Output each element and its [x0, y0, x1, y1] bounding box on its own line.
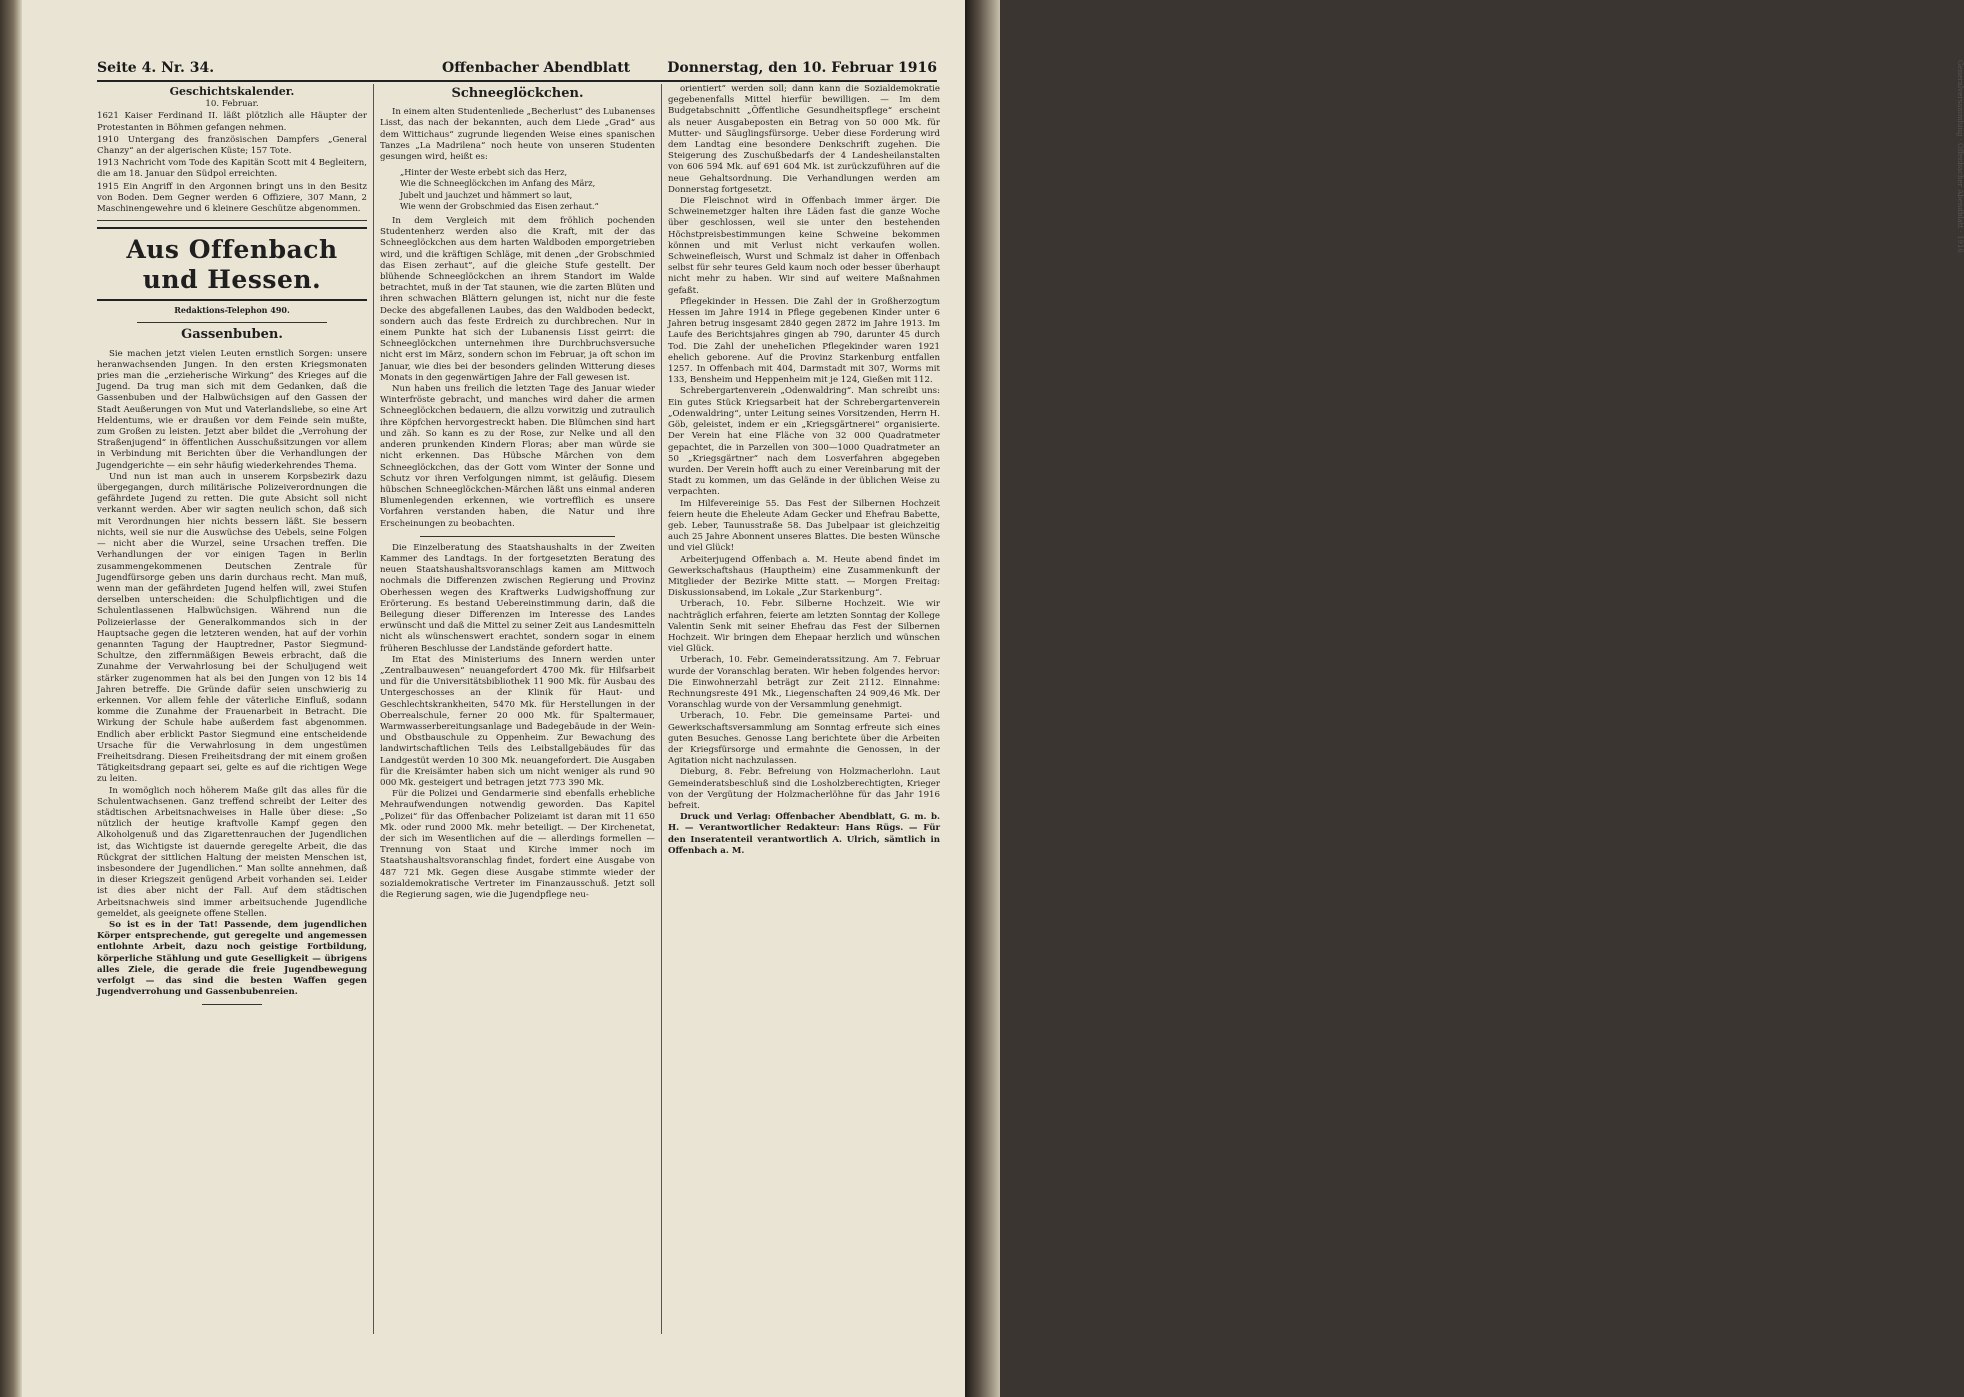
newspaper-page	[0, 0, 965, 1397]
article-paragraph: Und nun ist man auch in unserem Korpsbezirk dazu übergegangen, durch militärische Polizeiverordnungen die gefährdete Jugend zu retten. Die gute Absicht soll nicht verkannt werden. Aber wir sagten neulich schon, daß sich mit Verordnungen hier nichts bessern läßt. Sie bessern nichts, weil sie nur die Auswüchse des Uebels, seine Folgen — nicht aber die Wurzel, seine Ursachen treffen. Die Verhandlungen der vor einigen Tagen in Berlin zusammengekommenen Deutschen Zentrale für Jugendfürsorge geben uns darin durchaus recht. Man muß, wenn man der gefährdeten Jugend helfen will, zwei Stufen derselben unterscheiden: die Schulpflichtigen und die Schulentlassenen Halbwüchsigen. Während nun die Polizeierlasse der Generalkommandos sich in der Hauptsache gegen die letzteren wenden, hat auf der vorhin genannten Tagung der Hauptredner, Pastor Siegmund-Schultze, den ziffernmäßigen Beweis erbracht, daß die Zunahme der Verwahrlosung bei der Schuljugend weit stärker zugenommen hat als bei den Jungen von 12 bis 14 Jahren betreffe. Die Gründe dafür seien unschwierig zu erkennen. Vor allem fehle der väterliche Einfluß, sodann komme die Zunahme der Frauenarbeit in Betracht. Die Wirkung der Schule habe außerdem fast abgenommen. Endlich aber erblickt Pastor Siegmund eine entscheidende Ursache für die Verwahrlosung in dem ungestümen Freiheitsdrang. Diesen Freiheitsdrang der mit einem großen Tätigkeitsdrang gepaart sei, gelte es auf die richtigen Wege zu leiten.	[97, 471, 367, 785]
section-rule	[97, 299, 367, 301]
poem	[380, 167, 655, 212]
imprint: Druck und Verlag: Offenbacher Abendblatt, G. m. b. H. — Verantwortlicher Redakteur: Hans Rügs. — Für den Inseratenteil verantwortlich A. Ulrich, sämtlich in Offenbach a. M.	[668, 812, 940, 856]
page-number: Seite 4. Nr. 34.	[97, 60, 215, 76]
poem-line: Jubelt und jauchzet und hämmert so laut,	[400, 189, 573, 200]
article-paragraph: Nun haben uns freilich die letzten Tage des Januar wieder Winterfröste gebracht, und manches wird daher die armen Schneeglöckchen bedauern, die allzu vorwitzig und zutraulich ihre Köpfchen hervorgestreckt haben. Die Blümchen sind hart und zäh. So kann es zu der Rose, zur Nelke und all den anderen prunkenden Kindern Floras; aber man würde sie nicht erkennen. Das Hübsche Märchen von dem Schneeglöckchen, das der Gott vom Winter der Sonne und Schutz vor ihren Verfolgungen nimmt, ist geläufig. Diesem hübschen Schneeglöckchen-Märchen läßt uns einmal anderen Blumenlegenden erkennen, wie vortrefflich es unsere Vorfahren verstanden haben, die Natur und ihre Erscheinungen zu beobachten.	[380, 384, 655, 529]
article-paragraph: orientiert“ werden soll; dann kann die Sozialdemokratie gegebenenfalls Mittel hierfür bewilligen. — Im dem Budgetabschnitt „Öffentliche Gesundheitspflege“ erscheint als neuer Ausgabeposten ein Betrag von 50 000 Mk. für Mutter- und Säuglingsfürsorge. Ueber diese Forderung wird dem Landtag eine besondere Denkschrift zugehen. Die Steigerung des Zuschußbedarfs der 4 Landesheilanstalten von 606 594 Mk. auf 691 604 Mk. ist zurückzuführen auf die neue Gehaltsordnung. Die Verhandlungen werden am Donnerstag fortgesetzt.	[668, 84, 940, 195]
article-paragraph: Urberach, 10. Febr. Gemeinderatssitzung. Am 7. Februar wurde der Voranschlag beraten. Wir heben folgendes hervor: Die Einwohnerzahl beträgt zur Zeit 2112. Einnahme: Rechnungsreste 491 Mk., Liegenschaften 24 909,46 Mk. Der Voranschlag wurde von der Versammlung genehmigt.	[668, 655, 940, 711]
article-intro: In einem alten Studentenliede „Becherlust“ des Lubanenses Lisst, das nach der bekannten, auch dem Liede „Grad“ aus dem Wittichaus“ zugrunde liegenden Weise eines spanischen Tanzes „La Madrilena“ noch heute von unseren Studenten gesungen wird, heißt es:	[380, 107, 655, 163]
article-paragraph: Die Fleischnot wird in Offenbach immer ärger. Die Schweinemetzger halten ihre Läden fast die ganze Woche über geschlossen, weil sie unter den bestehenden Höchstpreisbestimmungen keine Schweine bekommen können und mit Verlust nicht verkaufen wollen. Schweinefleisch, Wurst und Schmalz ist daher in Offenbach selbst für sehr teures Geld kaum noch oder besser überhaupt nicht mehr zu haben. Wir sind auf weitere Maßnahmen gefaßt.	[668, 196, 940, 296]
article-paragraph: So ist es in der Tat! Passende, dem jugendlichen Körper entsprechende, gut geregelte und angemessen entlohnte Arbeit, dazu noch geistige Fortbildung, körperliche Stählung und gute Geselligkeit — übrigens alles Ziele, die gerade die freie Jugendbewegung verfolgt — das sind die besten Waffen gegen Jugendverrohung und Gassenbubenreien.	[97, 920, 367, 998]
article-paragraph: In dem Vergleich mit dem fröhlich pochenden Studentenherz werden also die Kraft, mit der das Schneeglöckchen aus dem harten Waldboden emporgetrieben wird, und die kräftigen Schläge, mit denen „der Grobschmied das Eisen zerhaut“, auf die gleiche Stufe gestellt. Der blühende Schneeglöckchen an ihrem Standort im Walde betrachtet, muß in der Tat staunen, wie die zarten Blüten und ihren schwachen Blättern gelungen ist, nicht nur die feste Decke des abgefallenen Laubes, das den Waldboden bedeckt, sondern auch das feste Erdreich zu durchbrechen. Nur in einem Punkte hat sich der Lubanensis Lisst geirrt: die Schneeglöckchen unternehmen ihre Durchbruchsversuche nicht erst im März, sondern schon im Februar, ja oft schon im Januar, wie dies bei der besonders gelinden Witterung dieses Monats in den gegenwärtigen Jahre der Fall gewesen ist.	[380, 216, 655, 383]
article-paragraph: Die Einzelberatung des Staatshaushalts in der Zweiten Kammer des Landtags. In der fortgesetzten Beratung des neuen Staatshaushaltsvoranschlags kamen am Mittwoch nochmals die Differenzen zwischen Regierung und Provinz Oberhessen wegen des Kraftwerks Ludwigshoffnung zur Erörterung. Es bestand Uebereinstimmung darin, daß die Beilegung dieser Differenzen im Interesse des Landes erwünscht und daß die Mittel zu seiner Zeit aus Landesmitteln nicht als wünschenswert erachtet, sondern sogar in einem früheren Beschlusse der Landstände gefordert hatte.	[380, 542, 655, 654]
poem-line: „Hinter der Weste erbebt sich das Herz,	[400, 167, 568, 178]
section-title: Aus Offenbach und Hessen.	[126, 235, 338, 295]
article-paragraph: Schrebergartenverein „Odenwaldring“. Man schreibt uns: Ein gutes Stück Kriegsarbeit hat der Schrebergartenverein „Odenwaldring“, unter Leitung seines Vorsitzenden, Herrn H. Göb, geleistet, indem er ein „Kriegsgärtnerei“ organisierte. Der Verein hat eine Fläche von 32 000 Quadratmeter gepachtet, die in Parzellen von 300—1000 Quadratmeter an 50 „Kriegsgärtner“ nach dem Losverfahren abgegeben wurden. Der Verein hofft auch zu einer Vereinbarung mit der Stadt zu kommen, um das Gelände in der üblichen Weise zu verpachten.	[668, 386, 940, 498]
column-middle	[380, 84, 655, 1314]
divider	[137, 322, 327, 323]
kalender-entry: 1913 Nachricht vom Tode des Kapitän Scott mit 4 Begleitern, die am 18. Januar den Südpol erreichten.	[97, 158, 367, 180]
adjacent-page-edge: Generalversammlung · Offenbacher Abendblatt · 1916	[1956, 60, 1964, 253]
column-left	[97, 84, 367, 1354]
divider	[420, 536, 615, 537]
article-title: Schneeglöckchen.	[451, 86, 584, 101]
binding-gutter	[965, 0, 1964, 1397]
masthead: Offenbacher Abendblatt	[442, 60, 631, 76]
geschichtskalender	[97, 86, 367, 221]
article-paragraph: Urberach, 10. Febr. Die gemeinsame Partei- und Gewerkschaftsversammlung am Sonntag erfreute sich eines guten Besuches. Genosse Lang berichtete über die Arbeiten der Kriegsfürsorge und ermahnte die Genossen, in der Agitation nicht nachzulassen.	[668, 711, 940, 767]
column-rule	[661, 84, 662, 1334]
article-title: Gassenbuben.	[181, 327, 283, 343]
kalender-entry: 1621 Kaiser Ferdinand II. läßt plötzlich alle Häupter der Protestanten in Böhmen gefangen nehmen.	[97, 111, 367, 133]
column-rule	[373, 84, 374, 1334]
kalender-title: Geschichtskalender.	[169, 85, 295, 98]
page-header	[97, 58, 937, 82]
redaktion-telephon: Redaktions-Telephon 490.	[174, 305, 290, 316]
article-paragraph: Urberach, 10. Febr. Silberne Hochzeit. Wie wir nachträglich erfahren, feierte am letzten Sonntag der Kollege Valentin Senk mit seiner Ehefrau das Fest der Silbernen Hochzeit. Wir bringen dem Ehepaar herzlich und wünschen viel Glück.	[668, 599, 940, 655]
kalender-entry: 1915 Ein Angriff in den Argonnen bringt uns in den Besitz von Boden. Dem Gegner werden 6 Offiziere, 307 Mann, 2 Maschinengewehre und 6 kleinere Geschütze abgenommen.	[97, 181, 367, 215]
end-rule	[202, 1004, 262, 1005]
article-paragraph: Pflegekinder in Hessen. Die Zahl der in Großherzogtum Hessen im Jahre 1914 in Pflege gegebenen Kinder unter 6 Jahren betrug insgesamt 2840 gegen 2872 im Jahre 1913. Im Laufe des Berichtsjahres gingen ab 790, darunter 45 durch Tod. Die Zahl der uneheIichen Pflegekinder waren 1921 ehelich geborene. Auf die Provinz Starkenburg entfallen 1257. In Offenbach mit 404, Darmstadt mit 307, Worms mit 133, Bensheim und Heppenheim mit je 124, Gießen mit 112.	[668, 296, 940, 386]
article-paragraph: Sie machen jetzt vielen Leuten ernstlich Sorgen: unsere heranwachsenden Jungen. In den ersten Kriegsmonaten pries man die „erzieherische Wirkung“ des Krieges auf die Jugend. Da trug man sich mit dem Gedanken, daß die Gassenbuben und der Halbwüchsigen auf den Gassen der Stadt Aeußerungen von Mut und Vaterlandsliebe, so eine Art Heldentums, wie er draußen vor dem Feinde sein mußte, zum Großen zu leisten. Jetzt aber bildet die „Verrohung der Straßenjugend“ in öffentlichen Ausschußsitzungen vor allem in Verbindung mit Berichten über die Verhandlungen der Jugendgerichte — ein sehr häufig wiederkehrendes Thema.	[97, 348, 367, 471]
kalender-entry: 1910 Untergang des französischen Dampfers „General Chanzy“ an der algerischen Küste; 157 Tote.	[97, 134, 367, 157]
poem-line: Wie wenn der Grobschmied das Eisen zerhaut.“	[400, 200, 599, 211]
article-paragraph: In womöglich noch höherem Maße gilt das alles für die Schulentwachsenen. Ganz treffend schreibt der Leiter des städtischen Arbeitsnachweises in Halle über diese: „So nützlich der heutige kraftvolle Kampf gegen den Alkoholgenuß und das Zigarettenrauchen der Jugendlichen ist, das Wichtigste ist dauernde geregelte Arbeit, die das Rückgrat der sittlichen Haltung der meisten Menschen ist, insbesondere der Jugendlichen.“ Man sollte annehmen, daß in dieser Kriegszeit genügend Arbeit vorhanden sei. Leider ist dies aber nicht der Fall. Auf dem städtischen Arbeitsnachweis sind immer arbeitsuchende Jugendliche gemeldet, als geeignete offene Stellen.	[97, 785, 367, 919]
column-right	[668, 84, 940, 1354]
kalender-date: 10. Februar.	[205, 99, 259, 110]
article-paragraph: Dieburg, 8. Febr. Befreiung von Holzmacherlohn. Laut Gemeinderatsbeschluß sind die Losholzberechtigten, Krieger von der Vergütung der Holzmacherlöhne für das Jahr 1916 befreit.	[668, 767, 940, 811]
article-paragraph: Im Etat des Ministeriums des Innern werden unter „Zentralbauwesen“ neuangefordert 4700 Mk. für Hilfsarbeit und für die Universitätsbibliothek 11 900 Mk. für Ausbau des Untergeschosses an der Klinik für Haut- und Geschlechtskrankheiten, 5470 Mk. für Herstellungen in der Oberrealschule, ferner 20 000 Mk. für Spaltermauer, Warmwasserbereitungsanlage und Badegebäude in der Wein- und Obstbauschule zu Oppenheim. Zur Bewachung des landwirtschaftlichen Teils des Leibstallgebäudes für das Landgestüt werden 10 300 Mk. neuangefordert. Die Ausgaben für die Kreisämter haben sich um nicht weniger als rund 90 000 Mk. gesteigert und betragen jetzt 773 390 Mk.	[380, 654, 655, 788]
article-paragraph: Für die Polizei und Gendarmerie sind ebenfalls erhebliche Mehraufwendungen notwendig geworden. Das Kapitel „Polizei“ für das Offenbacher Polizeiamt ist daran mit 11 650 Mk. oder rund 2000 Mk. mehr beteiligt. — Der Kirchenetat, der sich im Wesentlichen auf die — allerdings formellen — Trennung von Staat und Kirche immer noch im Staatshaushaltsvoranschlag findet, fordert eine Ausgabe von 487 721 Mk. Gegen diese Ausgabe stimmte wieder der sozialdemokratische Vertreter im Finanzausschuß. Jetzt soll die Regierung sagen, wie die Jugendpflege neu-	[380, 789, 655, 901]
article-paragraph: Arbeiterjugend Offenbach a. M. Heute abend findet im Gewerkschaftshaus (Hauptheim) eine Zusammenkunft der Mitglieder der Bezirke Mitte statt. — Morgen Freitag: Diskussionsabend, im Lokale „Zur Starkenburg“.	[668, 554, 940, 599]
section-rule	[97, 227, 367, 229]
issue-date: Donnerstag, den 10. Februar 1916	[667, 60, 937, 76]
article-paragraph: Im Hilfevereinige 55. Das Fest der Silbernen Hochzeit feiern heute die Eheleute Adam Gecker und Ehefrau Babette, geb. Leber, Taunusstraße 58. Das Jubelpaar ist gleichzeitig auch 25 Jahre Abonnent unseres Blattes. Die besten Wünsche und viel Glück!	[668, 498, 940, 554]
poem-line: Wie die Schneeglöckchen im Anfang des März,	[400, 178, 596, 189]
